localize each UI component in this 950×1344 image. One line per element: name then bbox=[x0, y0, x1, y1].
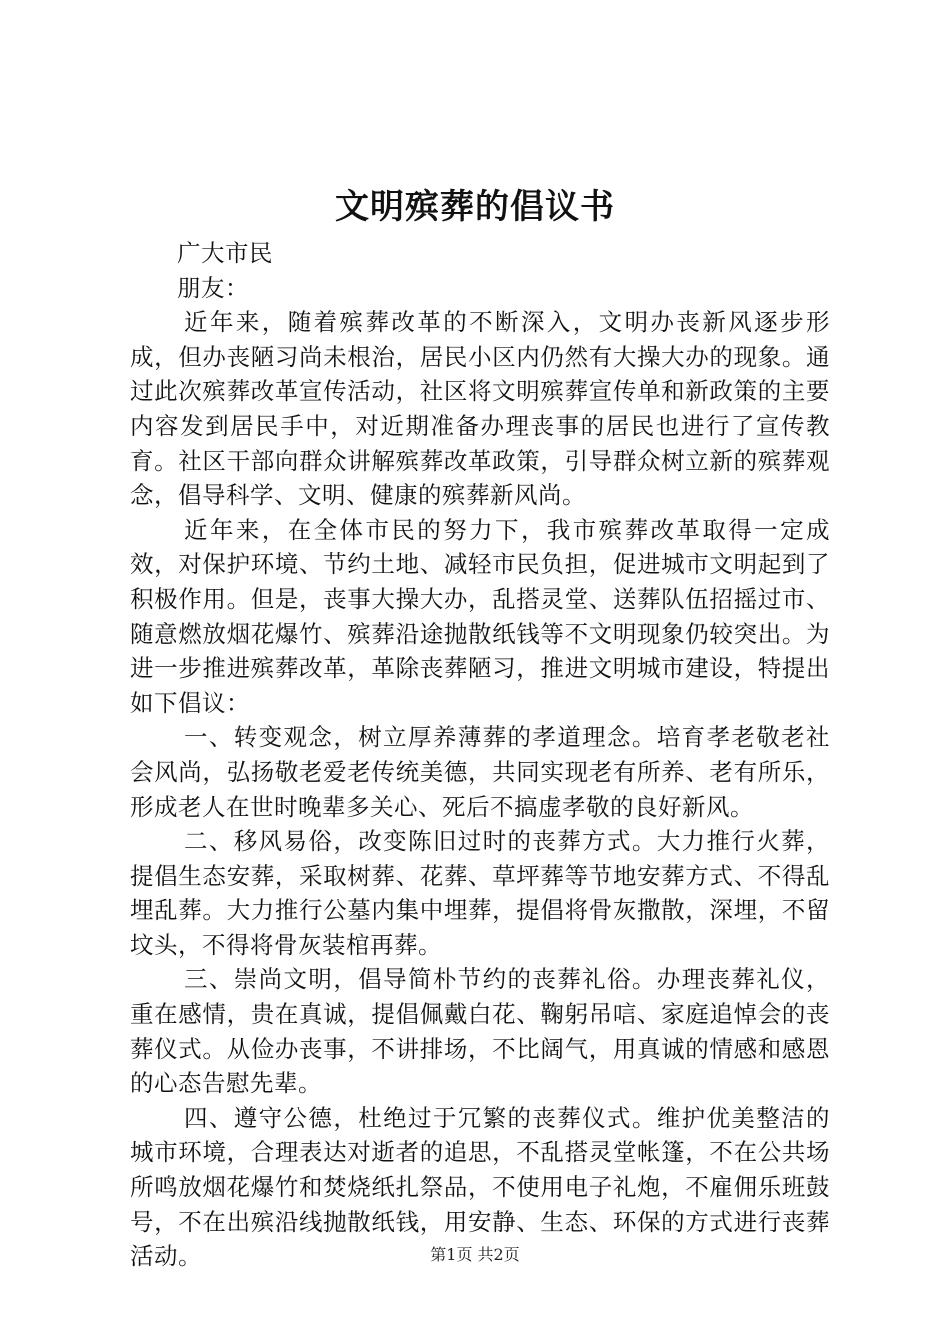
document-title: 文明殡葬的倡议书 bbox=[335, 187, 615, 227]
salutation-line-1: 广大市民 bbox=[177, 239, 273, 267]
proposal-item-4: 四、遵守公德，杜绝过于冗繁的丧葬仪式。维护优美整洁的城市环境，合理表达对逝者的追思，不乱搭灵堂帐篷，不在公共场所鸣放烟花爆竹和焚烧纸扎祭品，不使用电子礼炮，不雇佣乐班鼓号，不在出殡沿线抛散纸钱，用安静、生态、环保的方式进行丧葬活动。 bbox=[130, 1103, 830, 1271]
proposal-item-3: 三、崇尚文明，倡导简朴节约的丧葬礼俗。办理丧葬礼仪，重在感情，贵在真诚，提倡佩戴白花、鞠躬吊唁、家庭追悼会的丧葬仪式。从俭办丧事，不讲排场，不比阔气，用真诚的情感和感恩的心态告慰先辈。 bbox=[130, 965, 830, 1098]
salutation-line-2: 朋友： bbox=[177, 273, 249, 302]
document-body bbox=[130, 236, 830, 1274]
paragraph-background: 近年来，在全体市民的努力下，我市殡葬改革取得一定成效，对保护环境、节约土地、减轻市民负担，促进城市文明起到了积极作用。但是，丧事大操大办，乱搭灵堂、送葬队伍招摇过市、随意燃放烟花爆竹、殡葬沿途抛散纸钱等不文明现象仍较突出。为进一步推进殡葬改革，革除丧葬陋习，推进文明城市建设，特提出如下倡议： bbox=[130, 515, 830, 717]
paragraph-intro: 近年来，随着殡葬改革的不断深入，文明办丧新风逐步形成，但办丧陋习尚未根治，居民小区内仍然有大操大办的现象。通过此次殡葬改革宣传活动，社区将文明殡葬宣传单和新政策的主要内容发到居民手中，对近期准备办理丧事的居民也进行了宣传教育。社区干部向群众讲解殡葬改革政策，引导群众树立新的殡葬观念，倡导科学、文明、健康的殡葬新风尚。 bbox=[130, 308, 830, 510]
page-number-footer: 第1页 共2页 bbox=[430, 1245, 520, 1264]
proposal-item-2: 二、移风易俗，改变陈旧过时的丧葬方式。大力推行火葬，提倡生态安葬，采取树葬、花葬、草坪葬等节地安葬方式、不得乱埋乱葬。大力推行公墓内集中埋葬，提倡将骨灰撒散，深埋，不留坟头，不得将骨灰装棺再葬。 bbox=[130, 827, 830, 959]
proposal-item-1: 一、转变观念，树立厚养薄葬的孝道理念。培育孝老敬老社会风尚，弘扬敬老爱老传统美德，共同实现老有所养、老有所乐，形成老人在世时晚辈多关心、死后不搞虚孝敬的良好新风。 bbox=[130, 723, 830, 821]
